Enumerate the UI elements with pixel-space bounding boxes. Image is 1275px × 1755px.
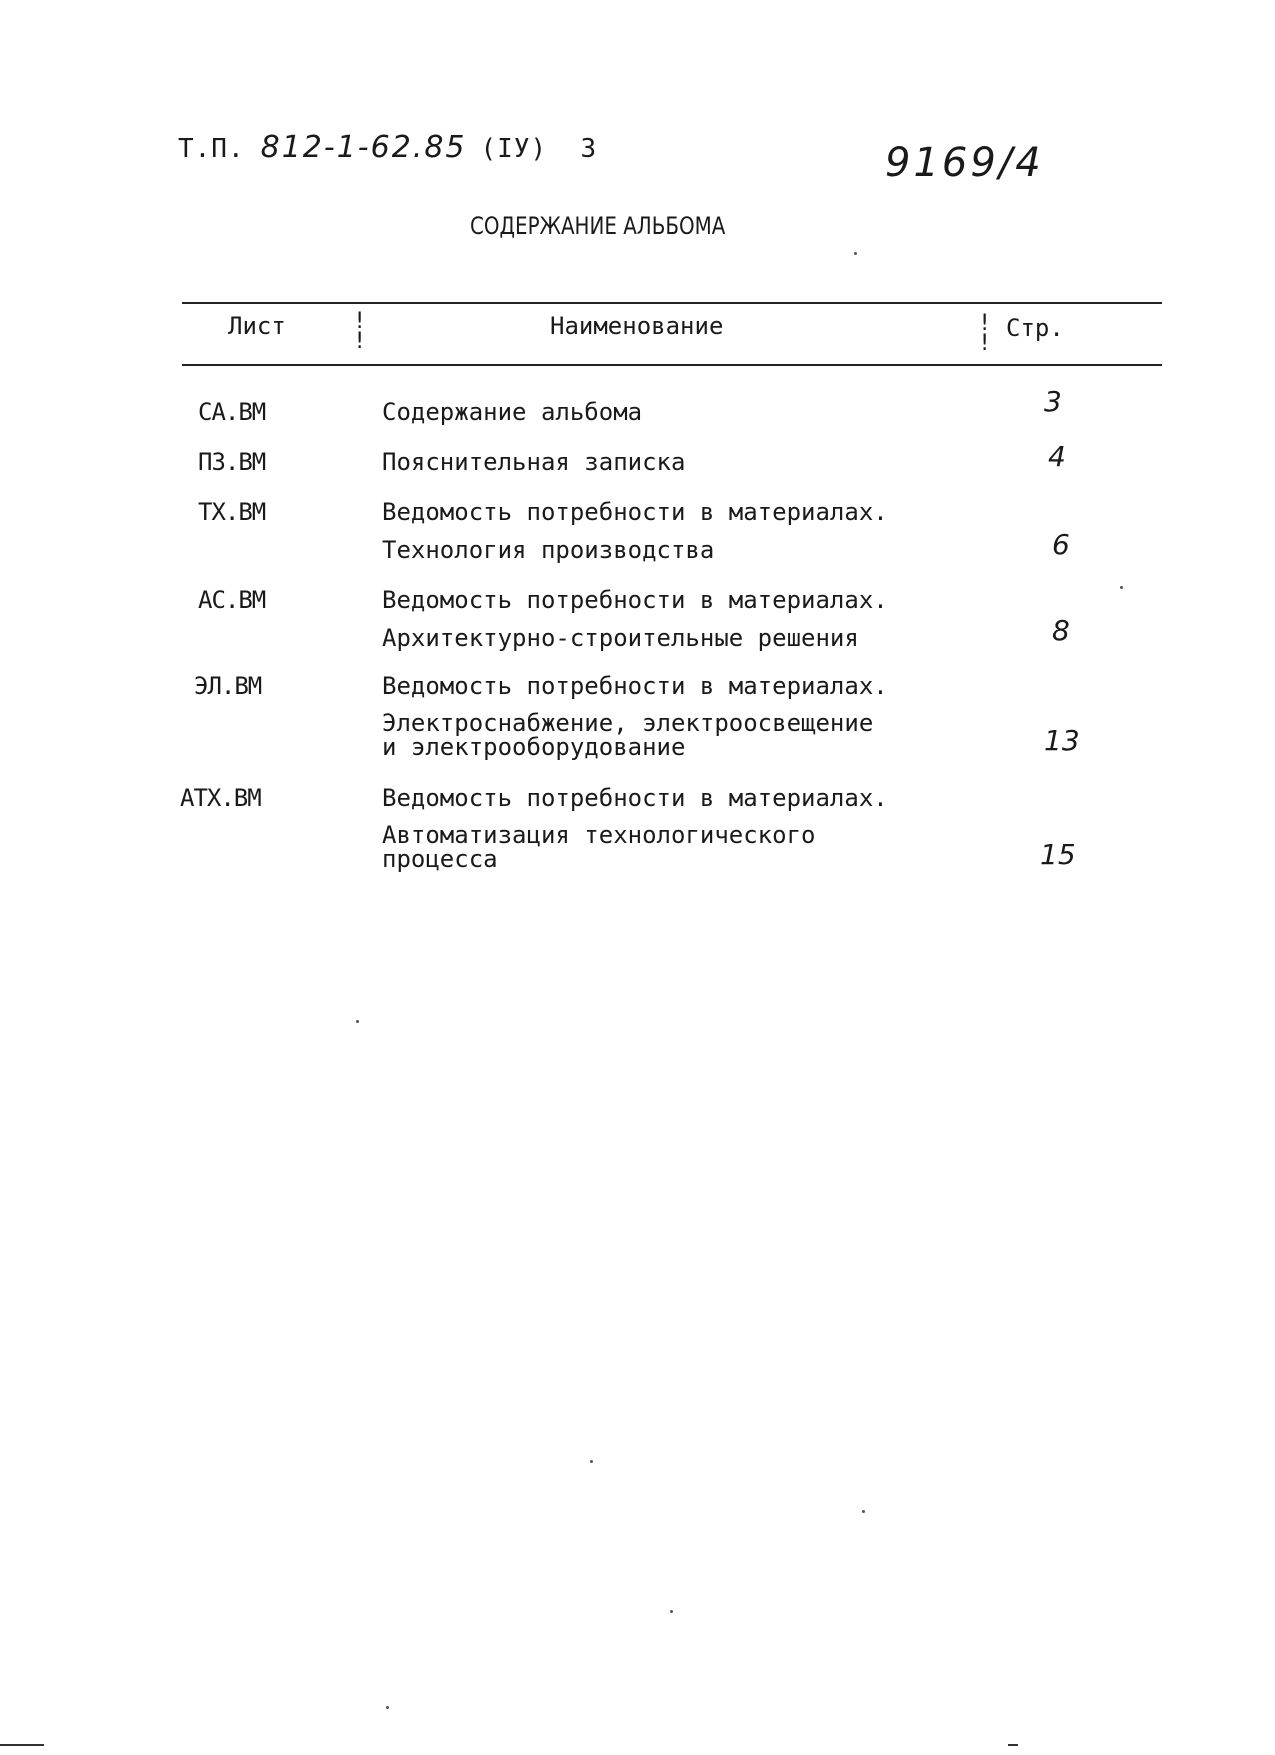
row-name-line: Ведомость потребности в материалах. (382, 672, 888, 700)
row-name-line: Ведомость потребности в материалах. (382, 498, 888, 526)
row-code: ТХ.ВМ (198, 498, 266, 526)
column-header-name: Наименование (550, 312, 724, 340)
scan-speck (590, 1460, 593, 1463)
row-name-line: Ведомость потребности в материалах. (382, 784, 888, 812)
scan-speck (1120, 586, 1123, 589)
table-top-rule (182, 302, 1162, 304)
scan-edge-mark (0, 1744, 44, 1746)
handwritten-inventory-number: 9169/4 (885, 140, 1044, 186)
row-page: 15 (1040, 838, 1076, 871)
row-name-line: Электроснабжение, электроосвещение (382, 709, 874, 737)
scan-speck (854, 252, 857, 255)
row-name-line: Технология производства (382, 536, 715, 564)
row-name-line: Архитектурно-строительные решения (382, 624, 859, 652)
row-name-line: Содержание альбома (382, 398, 643, 426)
row-name-line: Пояснительная записка (382, 448, 686, 476)
row-name-line: Автоматизация технологического (382, 821, 816, 849)
row-name-line: Ведомость потребности в материалах. (382, 586, 888, 614)
row-code: АС.ВМ (198, 586, 266, 614)
scan-edge-mark (1008, 1744, 1018, 1746)
column-header-page: Стр. (1006, 314, 1064, 342)
handwritten-project-number: 812-1-62.85 (260, 130, 467, 165)
row-code: СА.ВМ (198, 398, 266, 426)
document-title: СОДЕРЖАНИЕ АЛЬБОМА (470, 212, 726, 240)
column-header-sheet: Лист (228, 312, 286, 340)
column-separator: ! ! (353, 309, 367, 354)
table-header-rule (182, 364, 1162, 366)
scan-speck (670, 1610, 673, 1613)
row-code: ЭЛ.ВМ (194, 672, 262, 700)
row-page: 6 (1052, 528, 1070, 561)
row-name-line: и электрооборудование (382, 733, 686, 761)
row-page: 8 (1052, 614, 1070, 647)
row-page: 4 (1048, 440, 1066, 473)
page-number: 3 (580, 134, 598, 164)
row-page: 3 (1044, 385, 1062, 418)
column-separator: ! ! (978, 311, 992, 356)
scan-speck (356, 1020, 359, 1023)
row-code: АТХ.ВМ (180, 784, 261, 812)
project-designation (178, 130, 597, 165)
row-code: ПЗ.ВМ (198, 448, 266, 476)
volume-label: (IУ) (480, 134, 548, 164)
scan-speck (386, 1706, 389, 1709)
scan-speck (862, 1510, 865, 1513)
row-page: 13 (1044, 724, 1080, 757)
row-name-line: процесса (382, 845, 498, 873)
designation-prefix: Т.П. (178, 134, 245, 164)
